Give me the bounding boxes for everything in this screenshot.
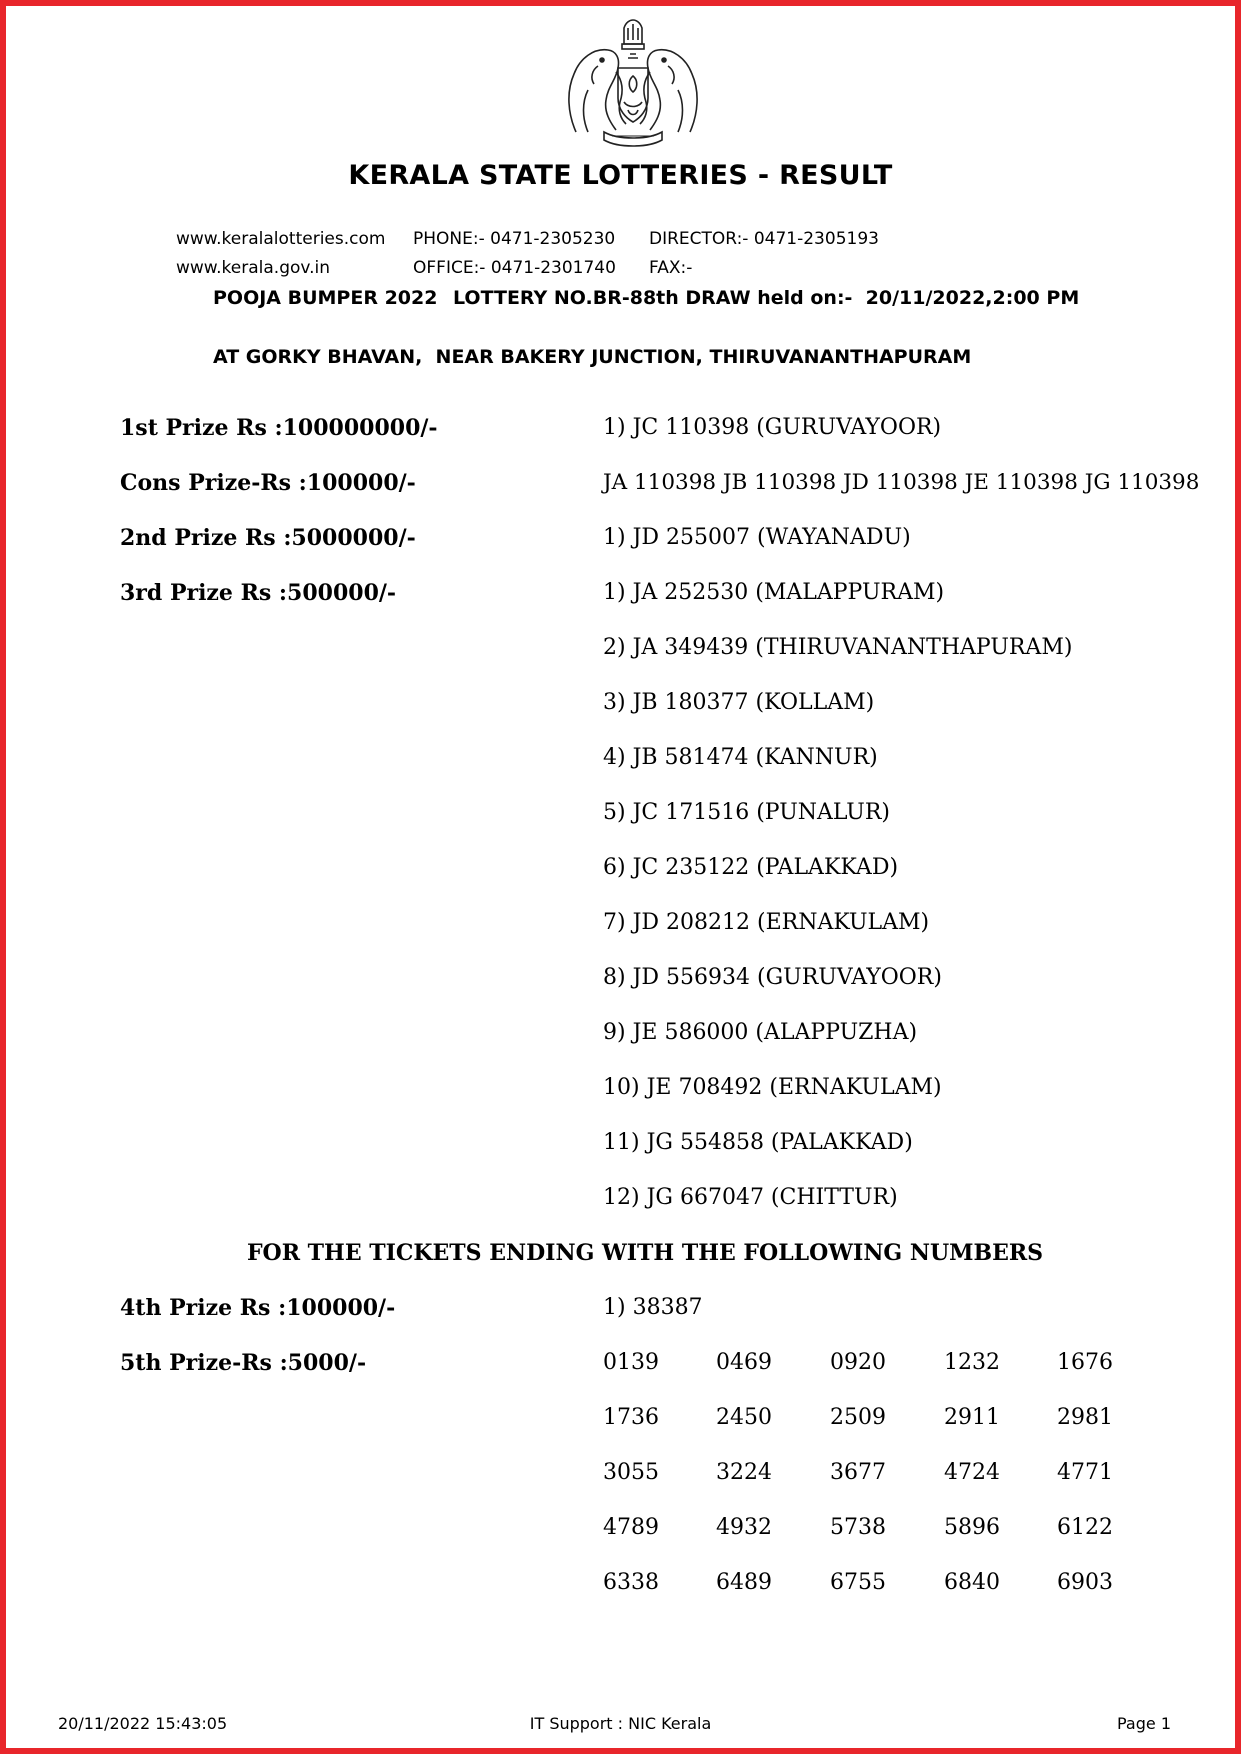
- fifth-prize-number: 4932: [716, 1515, 772, 1540]
- cons-prize-label: Cons Prize-Rs :100000/-: [120, 470, 416, 496]
- fifth-prize-number: 5738: [830, 1515, 886, 1540]
- first-prize-label: 1st Prize Rs :100000000/-: [120, 415, 438, 441]
- second-prize-result: 1) JD 255007 (WAYANADU): [603, 525, 911, 550]
- footer-timestamp: 20/11/2022 15:43:05: [58, 1714, 228, 1733]
- fifth-prize-number: 6489: [716, 1570, 772, 1595]
- footer-page-number: Page 1: [1117, 1714, 1171, 1733]
- fax-number: FAX:-: [649, 258, 693, 278]
- fifth-prize-label: 5th Prize-Rs :5000/-: [120, 1350, 367, 1376]
- fifth-prize-number: 2509: [830, 1405, 886, 1430]
- fifth-prize-number: 4789: [603, 1515, 659, 1540]
- fourth-prize-result: 1) 38387: [603, 1295, 703, 1320]
- draw-venue: AT GORKY BHAVAN, NEAR BAKERY JUNCTION, THIRUVANANTHAPURAM: [213, 346, 972, 368]
- fifth-prize-number: 0469: [716, 1350, 772, 1375]
- fifth-prize-number: 2450: [716, 1405, 772, 1430]
- third-prize-result: 1) JA 252530 (MALAPPURAM): [603, 580, 945, 605]
- website-link-keralalotteries[interactable]: www.keralalotteries.com: [176, 229, 386, 249]
- third-prize-result: 11) JG 554858 (PALAKKAD): [603, 1130, 913, 1155]
- fifth-prize-number: 6903: [1057, 1570, 1113, 1595]
- third-prize-result: 10) JE 708492 (ERNAKULAM): [603, 1075, 942, 1100]
- fifth-prize-number: 4771: [1057, 1460, 1113, 1485]
- first-prize-result: 1) JC 110398 (GURUVAYOOR): [603, 415, 942, 440]
- third-prize-result: 8) JD 556934 (GURUVAYOOR): [603, 965, 942, 990]
- fourth-prize-label: 4th Prize Rs :100000/-: [120, 1295, 396, 1321]
- kerala-state-emblem-icon: [558, 14, 708, 152]
- fifth-prize-number: 3055: [603, 1460, 659, 1485]
- fifth-prize-number: 0920: [830, 1350, 886, 1375]
- fifth-prize-number: 2981: [1057, 1405, 1113, 1430]
- third-prize-result: 3) JB 180377 (KOLLAM): [603, 690, 875, 715]
- third-prize-result: 4) JB 581474 (KANNUR): [603, 745, 878, 770]
- fifth-prize-number: 5896: [944, 1515, 1000, 1540]
- draw-info: LOTTERY NO.BR-88th DRAW held on:- 20/11/2022,2:00 PM: [453, 287, 1080, 309]
- phone-number: PHONE:- 0471-2305230: [413, 229, 616, 249]
- fifth-prize-number: 1676: [1057, 1350, 1113, 1375]
- third-prize-label: 3rd Prize Rs :500000/-: [120, 580, 397, 606]
- fifth-prize-number: 4724: [944, 1460, 1000, 1485]
- third-prize-result: 2) JA 349439 (THIRUVANANTHAPURAM): [603, 635, 1073, 660]
- third-prize-result: 7) JD 208212 (ERNAKULAM): [603, 910, 930, 935]
- fifth-prize-number: 1232: [944, 1350, 1000, 1375]
- third-prize-result: 5) JC 171516 (PUNALUR): [603, 800, 890, 825]
- fifth-prize-number: 6755: [830, 1570, 886, 1595]
- page-title: KERALA STATE LOTTERIES - RESULT: [348, 160, 893, 191]
- fifth-prize-number: 6840: [944, 1570, 1000, 1595]
- third-prize-result: 12) JG 667047 (CHITTUR): [603, 1185, 898, 1210]
- third-prize-result: 9) JE 586000 (ALAPPUZHA): [603, 1020, 918, 1045]
- cons-prize-result: JA 110398 JB 110398 JD 110398 JE 110398 JG 110398: [603, 470, 1200, 495]
- fifth-prize-number: 2911: [944, 1405, 1000, 1430]
- ending-numbers-heading: FOR THE TICKETS ENDING WITH THE FOLLOWING NUMBERS: [246, 1240, 1044, 1266]
- fifth-prize-number: 6338: [603, 1570, 659, 1595]
- fifth-prize-number: 1736: [603, 1405, 659, 1430]
- director-number: DIRECTOR:- 0471-2305193: [649, 229, 879, 249]
- office-number: OFFICE:- 0471-2301740: [413, 258, 616, 278]
- fifth-prize-number: 0139: [603, 1350, 659, 1375]
- fifth-prize-number: 6122: [1057, 1515, 1113, 1540]
- footer-support: IT Support : NIC Kerala: [529, 1714, 712, 1733]
- third-prize-result: 6) JC 235122 (PALAKKAD): [603, 855, 899, 880]
- second-prize-label: 2nd Prize Rs :5000000/-: [120, 525, 416, 551]
- fifth-prize-number: 3224: [716, 1460, 772, 1485]
- website-link-kerala-gov[interactable]: www.kerala.gov.in: [176, 258, 331, 278]
- draw-name: POOJA BUMPER 2022: [213, 287, 438, 309]
- fifth-prize-number: 3677: [830, 1460, 886, 1485]
